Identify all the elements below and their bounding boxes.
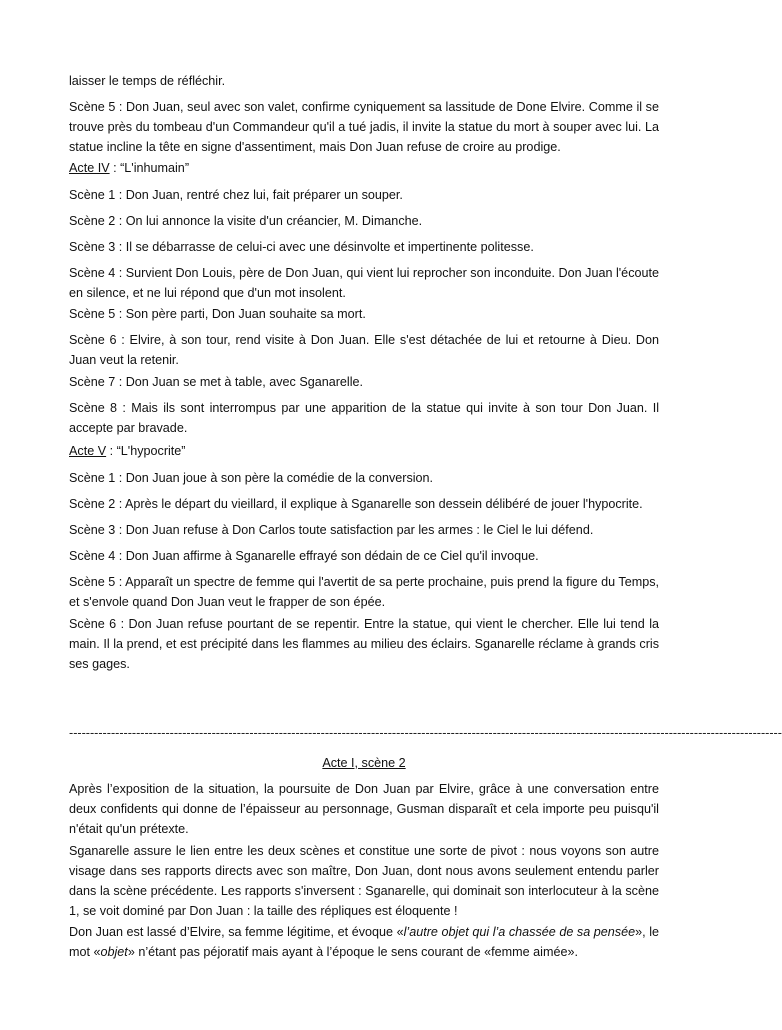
p3-word: objet	[100, 945, 128, 959]
acte4-label: Acte IV	[69, 161, 110, 175]
p3-text-a: Don Juan est lassé d’Elvire, sa femme légitime, et évoque «	[69, 925, 404, 939]
acte5-scene2: Scène 2 : Après le départ du vieillard, il explique à Sganarelle son dessein délibéré de jouer l'hypocrite.	[69, 497, 643, 511]
acte4-scene5: Scène 5 : Son père parti, Don Juan souhaite sa mort.	[69, 307, 366, 321]
section-title: Acte I, scène 2	[322, 756, 406, 770]
acte4-scene7: Scène 7 : Don Juan se met à table, avec Sganarelle.	[69, 375, 364, 389]
acte5-scene4: Scène 4 : Don Juan affirme à Sganarelle effrayé son dédain de ce Ciel qu'il invoque.	[69, 549, 539, 563]
acte3-scene5-summary: Scène 5 : Don Juan, seul avec son valet, confirme cyniquement sa lassitude de Done Elvire. Comme il se trouve près du tombeau d'un Commandeur qu'il a tué jadis, il invite la statue du mort à souper avec lui. La statue incline la tête en signe d'assentiment, mais Don Juan refuse de croire au prodige.	[69, 100, 659, 154]
acte5-scene3: Scène 3 : Don Juan refuse à Don Carlos toute satisfaction par les armes : le Ciel le lui défend.	[69, 523, 594, 537]
acte5-heading	[69, 441, 659, 461]
acte4-scene1: Scène 1 : Don Juan, rentré chez lui, fait préparer un souper.	[69, 188, 403, 202]
acte4-heading	[69, 158, 659, 178]
analysis-paragraph-1: Après l’exposition de la situation, la poursuite de Don Juan par Elvire, grâce à une conversation entre deux confidents qui donne de l’épaisseur au personnage, Gusman disparaît et cela importe peu puisqu'il n'était qu'un prétexte.	[69, 782, 659, 836]
acte4-scene8: Scène 8 : Mais ils sont interrompus par une apparition de la statue qui invite à son tour Don Juan. Il accepte par bravade.	[69, 401, 659, 435]
analysis-paragraph-3	[69, 922, 659, 962]
acte5-scene6: Scène 6 : Don Juan refuse pourtant de se repentir. Entre la statue, qui vient le chercher. Elle lui tend la main. Il la prend, et est précipité dans les flammes au milieu des éclairs. Sganarelle réclame à grands cris ses gages.	[69, 617, 659, 671]
section-divider: --------------------------------------------------------------------------------------------------------------------------------------------------------------------------	[69, 726, 782, 740]
acte4-scene3: Scène 3 : Il se débarrasse de celui-ci avec une désinvolte et impertinente politesse.	[69, 240, 534, 254]
acte5-scene1: Scène 1 : Don Juan joue à son père la comédie de la conversion.	[69, 471, 434, 485]
p3-text-c: » n’étant pas péjoratif mais ayant à l’époque le sens courant de «femme aimée».	[127, 945, 578, 959]
p3-text-b: », le mot «	[69, 925, 659, 959]
acte5-label: Acte V	[69, 444, 107, 458]
acte4-title: : “L'inhumain”	[109, 161, 190, 175]
acte4-scene4: Scène 4 : Survient Don Louis, père de Don Juan, qui vient lui reprocher son inconduite. Don Juan l'écoute en silence, et ne lui répond que d'un mot insolent.	[69, 266, 659, 300]
acte5-title: : “L'hypocrite”	[106, 444, 186, 458]
p3-quote: l’autre objet qui l’a chassée de sa pensée	[403, 925, 636, 939]
acte5-scene5: Scène 5 : Apparaît un spectre de femme qui l'avertit de sa perte prochaine, puis prend la figure du Temps, et s'envole quand Don Juan veut le frapper de son épée.	[69, 575, 659, 609]
acte4-scene2: Scène 2 : On lui annonce la visite d'un créancier, M. Dimanche.	[69, 214, 423, 228]
analysis-paragraph-2: Sganarelle assure le lien entre les deux scènes et constitue une sorte de pivot : nous voyons son autre visage dans ses rapports directs avec son maître, Don Juan, dont nous avons seulement entendu parler dans la scène précédente. Les rapports s'inversent : Sganarelle, qui dominait son interlocuteur à la scène 1, se voit dominé par Don Juan : la taille des répliques est éloquente !	[69, 844, 659, 918]
acte4-scene6: Scène 6 : Elvire, à son tour, rend visite à Don Juan. Elle s'est détachée de lui et retourne à Dieu. Don Juan veut la retenir.	[69, 333, 659, 367]
paragraph-continuation: laisser le temps de réfléchir.	[69, 74, 226, 88]
